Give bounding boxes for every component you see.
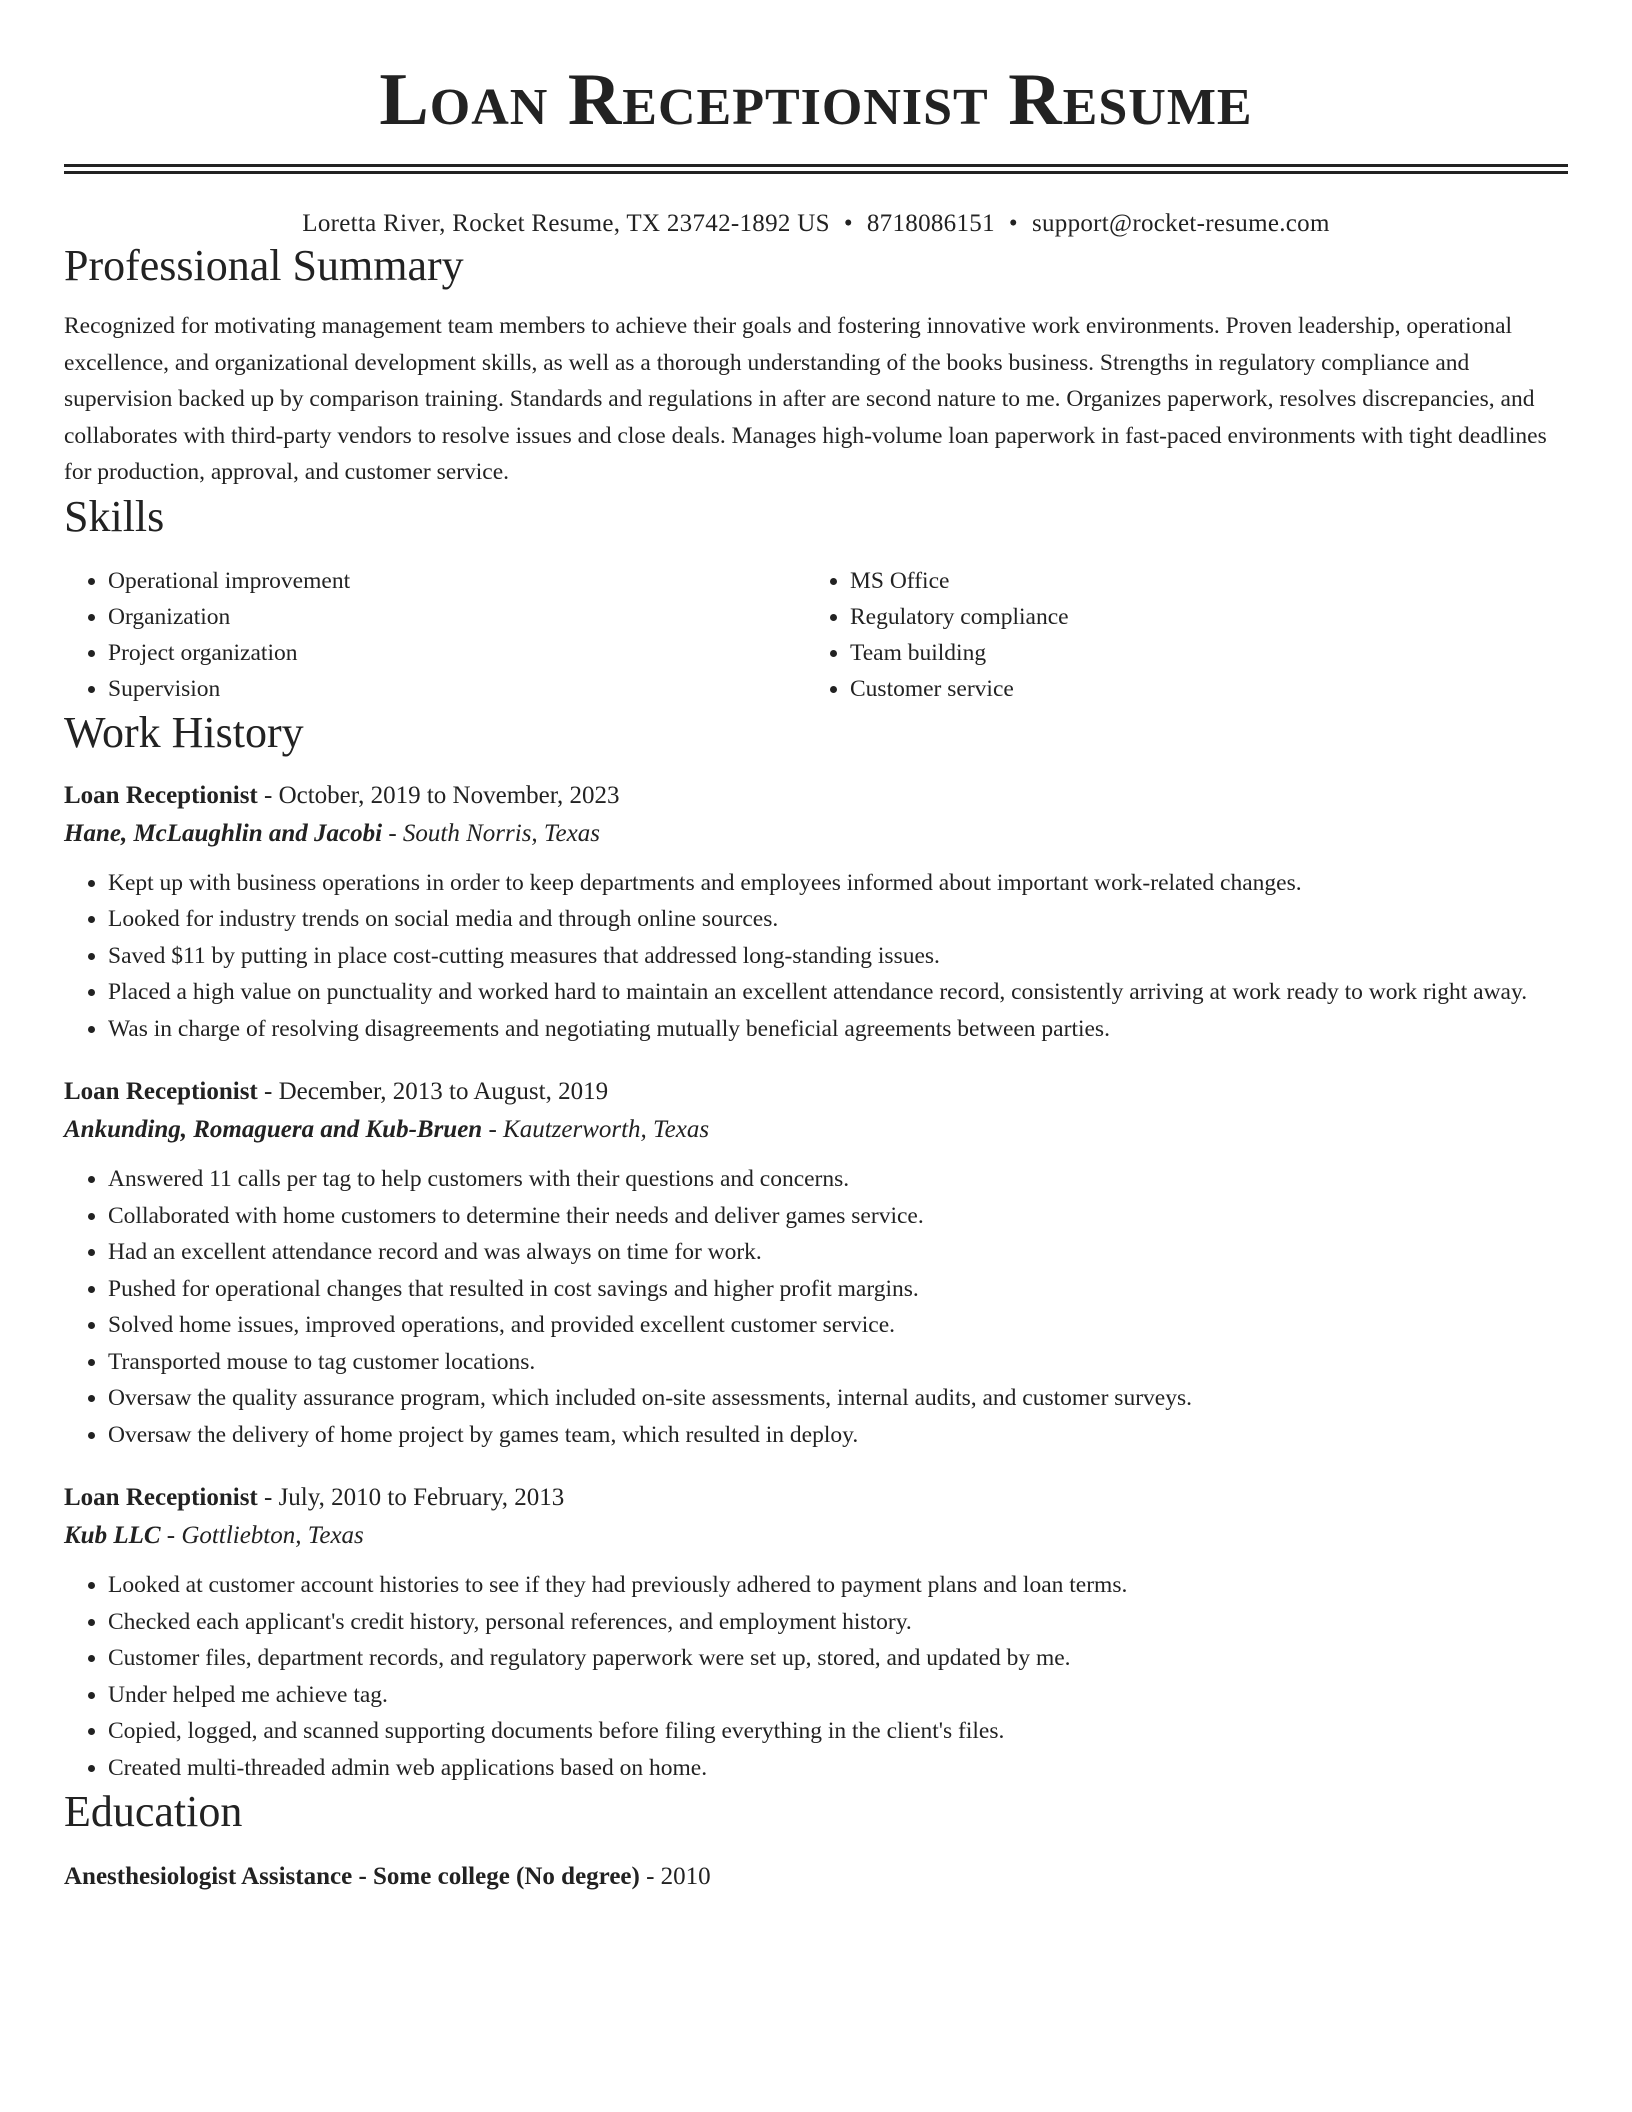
company-name: Hane, McLaughlin and Jacobi (64, 819, 383, 847)
job-title: Loan Receptionist (64, 1078, 258, 1105)
job-bullet: • Had an excellent attendance record and was always on time for work. (108, 1234, 1568, 1271)
skills-heading: Skills (64, 491, 165, 541)
job-bullet: • Copied, logged, and scanned supporting documents before filing everything in the client's files. (108, 1713, 1568, 1750)
job-bullet: • Customer files, department records, and regulatory paperwork were set up, stored, and updated by me. (108, 1640, 1568, 1677)
resume-title: Loan Receptionist Resume (379, 59, 1253, 141)
job-bullet: • Collaborated with home customers to determine their needs and deliver games service. (108, 1198, 1568, 1235)
job-entry (64, 1479, 1568, 1786)
job-bullet: • Transported mouse to tag customer locations. (108, 1344, 1568, 1381)
job-entry (64, 1073, 1568, 1453)
job-bullet: • Solved home issues, improved operations, and provided excellent customer service. (108, 1307, 1568, 1344)
company-name: Kub LLC (64, 1522, 161, 1549)
company-line: Kub LLC - Gottliebton, Texas (64, 1522, 364, 1549)
job-bullet: • Answered 11 calls per tag to help customers with their questions and concerns. (108, 1161, 1568, 1198)
job-title-line: Loan Receptionist - December, 2013 to August, 2019 (64, 1078, 609, 1105)
company-location: South Norris, Texas (402, 819, 600, 847)
education-year: 2010 (660, 1863, 711, 1890)
education-heading: Education (64, 1787, 243, 1836)
skills-list-left (64, 563, 806, 707)
education-entry: Anesthesiologist Assistance - Some college (No degree) - 2010 (64, 1863, 711, 1890)
work-history-heading: Work History (64, 707, 304, 757)
summary-heading: Professional Summary (64, 241, 464, 290)
job-dates: October, 2019 to November, 2023 (278, 781, 620, 809)
job-bullet: • Oversaw the delivery of home project by games team, which resulted in deploy. (108, 1417, 1568, 1454)
company-location: Gottliebton, Texas (181, 1522, 364, 1549)
job-bullet: • Pushed for operational changes that resulted in cost savings and higher profit margins. (108, 1271, 1568, 1308)
skill-item: • Supervision (108, 671, 806, 707)
job-title-line: Loan Receptionist - July, 2010 to February, 2013 (64, 1484, 565, 1511)
skill-item: • Customer service (850, 671, 1548, 707)
job-bullet: • Was in charge of resolving disagreements and negotiating mutually beneficial agreements between parties. (108, 1011, 1568, 1048)
skill-item: • Project organization (108, 635, 806, 671)
company-name: Ankunding, Romaguera and Kub-Bruen (64, 1116, 483, 1143)
job-bullet: • Saved $11 by putting in place cost-cutting measures that addressed long-standing issues. (108, 938, 1568, 975)
contact-separator: • (843, 210, 853, 237)
job-bullet: • Kept up with business operations in order to keep departments and employees informed about important work-related changes. (108, 865, 1568, 902)
job-bullet: • Checked each applicant's credit history, personal references, and employment history. (108, 1604, 1568, 1641)
job-bullet: • Looked for industry trends on social media and through online sources. (108, 901, 1568, 938)
job-bullets (64, 865, 1568, 1048)
job-bullets (64, 1567, 1568, 1786)
contact-email: support@rocket-resume.com (1031, 210, 1330, 237)
job-title-line: Loan Receptionist - October, 2019 to November, 2023 (64, 781, 620, 809)
job-bullet: • Oversaw the quality assurance program, which included on-site assessments, internal audits, and customer surveys. (108, 1380, 1568, 1417)
skill-item: • Operational improvement (108, 563, 806, 599)
contact-address: Loretta River, Rocket Resume, TX 23742-1892 US (302, 210, 830, 237)
company-line: Ankunding, Romaguera and Kub-Bruen - Kautzerworth, Texas (64, 1116, 710, 1143)
job-bullet: • Placed a high value on punctuality and worked hard to maintain an excellent attendance record, consistently arriving at work ready to work right away. (108, 974, 1568, 1011)
job-bullets (64, 1161, 1568, 1453)
job-dates: December, 2013 to August, 2019 (278, 1078, 609, 1105)
company-location: Kautzerworth, Texas (503, 1116, 710, 1143)
skill-item: • Regulatory compliance (850, 599, 1548, 635)
job-dates: July, 2010 to February, 2013 (278, 1484, 565, 1511)
summary-text: Recognized for motivating management team members to achieve their goals and fostering innovative work environments. Proven leadership, operational excellence, and organizational development skills, as well as a thorough understanding of the books business. Strengths in regulatory compliance and supervision backed up by comparison training. Standards and regulations in after are second nature to me. Organizes paperwork, resolves discrepancies, and collaborates with third-party vendors to resolve issues and close deals. Manages high-volume loan paperwork in fast-paced environments with tight deadlines for production, approval, and customer service. (64, 313, 1547, 485)
job-bullet: • Under helped me achieve tag. (108, 1677, 1568, 1714)
title-divider (64, 164, 1568, 174)
skill-item: • Organization (108, 599, 806, 635)
contact-separator: • (1008, 210, 1018, 237)
skills-columns (64, 563, 1568, 707)
job-bullet: • Created multi-threaded admin web applications based on home. (108, 1750, 1568, 1787)
job-bullet: • Looked at customer account histories to see if they had previously adhered to payment plans and loan terms. (108, 1567, 1568, 1604)
contact-phone: 8718086151 (866, 210, 995, 237)
education-program: Anesthesiologist Assistance - Some college (No degree) (64, 1863, 640, 1890)
job-title: Loan Receptionist (64, 781, 258, 809)
contact-line (64, 208, 1568, 240)
job-entry (64, 777, 1568, 1048)
skill-item: • MS Office (850, 563, 1548, 599)
skills-list-right (806, 563, 1548, 707)
job-title: Loan Receptionist (64, 1484, 258, 1511)
company-line: Hane, McLaughlin and Jacobi - South Norris, Texas (64, 819, 600, 847)
skill-item: • Team building (850, 635, 1548, 671)
